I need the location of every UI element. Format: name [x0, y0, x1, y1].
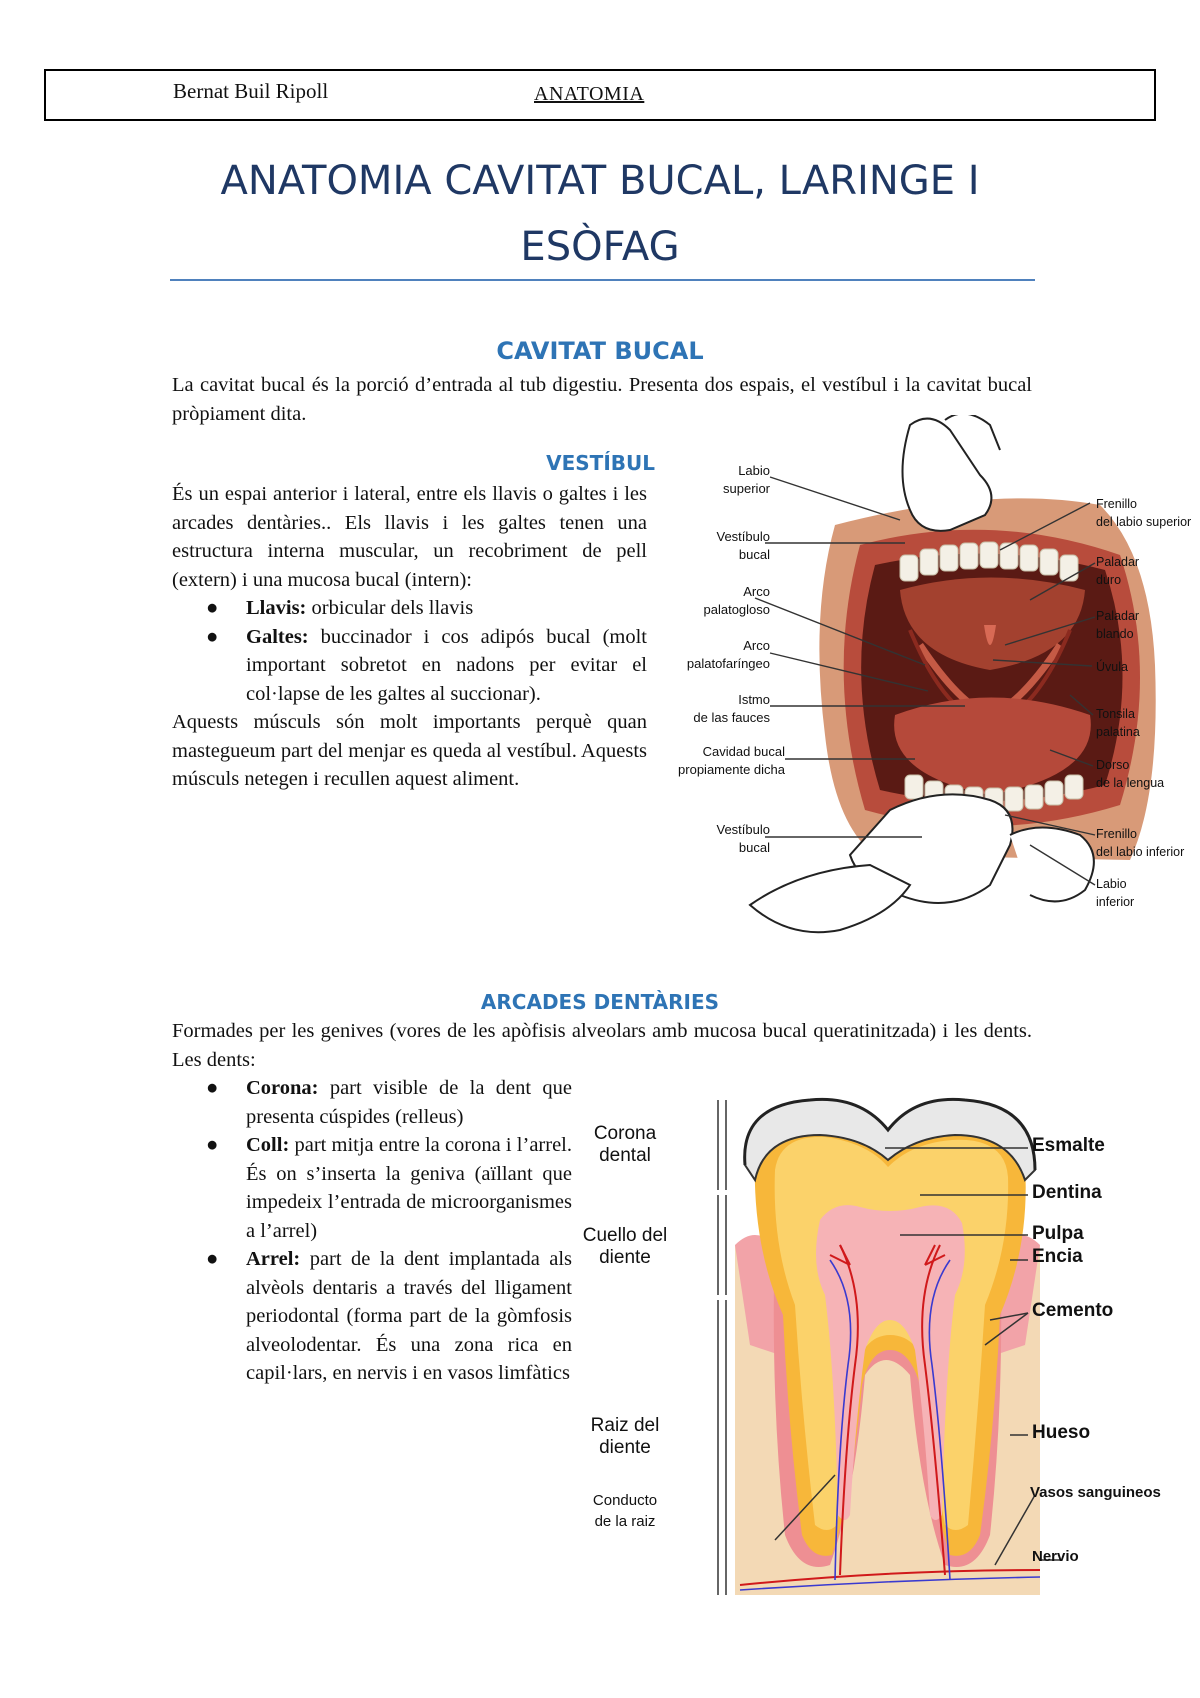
page-title	[150, 148, 1050, 280]
bullet-icon: ●	[206, 1077, 219, 1099]
label-labio-inferior: Labio inferior	[1096, 877, 1135, 909]
label-dorso-lengua: Dorso de la lengua	[1096, 758, 1165, 790]
bullet-icon: ●	[206, 1134, 219, 1156]
label-esmalte: Esmalte	[1032, 1135, 1105, 1156]
heading-vestibul: VESTÍBUL	[546, 451, 655, 475]
title-underline	[170, 279, 1035, 281]
bullet-icon: ●	[206, 1248, 219, 1270]
list-text: part mitja entre la corona i l’arrel. És on s’inserta la geniva (aïllant que impedeix l’entrada de microorganismes a l’arrel)	[246, 1134, 572, 1242]
author-name: Bernat Buil Ripoll	[173, 79, 329, 103]
label-nervio: Nervio	[1032, 1548, 1079, 1565]
mouth-anatomy-figure	[660, 415, 1200, 965]
title-line-2: ESÒFAG	[520, 224, 680, 270]
list-term: Arrel:	[246, 1248, 301, 1270]
label-istmo-fauces: Istmo de las fauces	[693, 692, 770, 725]
label-hueso: Hueso	[1032, 1422, 1091, 1443]
label-cavidad-bucal: Cavidad bucal propiamente dicha	[678, 744, 785, 777]
list-text: part visible de la dent que presenta cúspides (relleus)	[246, 1077, 572, 1128]
bullet-icon: ●	[206, 597, 219, 619]
label-frenillo-superior: Frenillo del labio superior	[1096, 497, 1192, 529]
arcades-list-block	[172, 1074, 572, 1388]
heading-cavitat-bucal: CAVITAT BUCAL	[496, 337, 704, 365]
label-labio-superior: Labio superior	[723, 463, 770, 496]
upper-finger	[903, 419, 992, 531]
list-item	[172, 1131, 572, 1245]
list-item	[172, 623, 647, 709]
arcades-intro: Formades per les genives (vores de les apòfisis alveolars amb mucosa bucal queratinitzada) i les dents. Les dents:	[172, 1020, 1032, 1071]
tooth-illustration	[590, 1095, 1200, 1615]
label-dentina: Dentina	[1032, 1182, 1102, 1203]
label-arco-palatogloso: Arco palatogloso	[703, 584, 770, 617]
title-line-1: ANATOMIA CAVITAT BUCAL, LARINGE I	[220, 158, 980, 204]
lower-hand	[750, 865, 910, 932]
vestibul-list	[172, 594, 647, 708]
list-item	[172, 1074, 572, 1131]
list-term: Coll:	[246, 1134, 290, 1156]
label-frenillo-inferior: Frenillo del labio inferior	[1096, 827, 1185, 859]
list-text: buccinador i cos adipós bucal (molt important sobretot en nadons per evitar el col·lapse de les galtes al succionar).	[246, 625, 647, 705]
label-uvula: Úvula	[1096, 660, 1128, 674]
header-box	[44, 69, 1156, 121]
bullet-icon: ●	[206, 625, 219, 648]
label-raiz-diente: Raiz del diente	[590, 1415, 660, 1458]
label-pulpa: Pulpa	[1032, 1223, 1084, 1244]
list-term: Llavis:	[246, 597, 307, 619]
heading-arcades-dentaries: ARCADES DENTÀRIES	[480, 990, 720, 1014]
list-item	[172, 1245, 572, 1388]
label-arco-palatofaringeo: Arco palatofaríngeo	[686, 638, 770, 671]
label-corona-dental: Corona dental	[593, 1123, 657, 1166]
label-vestibulo-bucal-inferior: Vestíbulo bucal	[716, 822, 770, 855]
label-cemento: Cemento	[1032, 1300, 1114, 1321]
list-term: Galtes:	[246, 625, 309, 648]
list-text: orbicular dels llavis	[306, 597, 474, 619]
header-subject: ANATOMIA	[534, 83, 645, 105]
list-item	[172, 594, 647, 623]
cavitat-intro: La cavitat bucal és la porció d’entrada al tub digestiu. Presenta dos espais, el vestíbul i la cavitat bucal pròpiament dita.	[172, 374, 1032, 425]
arcades-list	[172, 1074, 572, 1388]
label-vasos-sanguineos: Vasos sanguineos	[1030, 1484, 1161, 1501]
vestibul-paragraph-2: Aquests músculs són molt importants perquè quan mastegueum part del menjar es queda al vestíbul. Aquests músculs netegen i recullen aquest aliment.	[172, 711, 647, 790]
vestibul-paragraph: És un espai anterior i lateral, entre els llavis o galtes i les arcades dentàries.. Els llavis i les galtes tenen una estructura interna muscular, un recobriment de pell (extern) i una mucosa bucal (intern):	[172, 483, 647, 591]
label-vestibulo-bucal: Vestíbulo bucal	[716, 529, 770, 562]
list-term: Corona:	[246, 1077, 319, 1099]
list-text: part de la dent implantada als alvèols dentaris a través del lligament periodontal (forma part de la gòmfosis alveolodentar. És una zona rica en capil·lars, en nervis i en vasos limfàtics	[246, 1248, 572, 1384]
region-brackets	[718, 1100, 726, 1595]
label-cuello-diente: Cuello del diente	[582, 1225, 668, 1268]
vestibul-text	[172, 480, 647, 794]
label-encia: Encia	[1032, 1246, 1083, 1267]
label-conducto-raiz: Conducto de la raiz	[592, 1492, 658, 1530]
label-tonsila-palatina: Tonsila palatina	[1096, 707, 1140, 739]
label-paladar-blando: Paladar blando	[1096, 609, 1140, 641]
label-paladar-duro: Paladar duro	[1096, 555, 1140, 587]
tooth-anatomy-figure	[582, 1095, 1200, 1615]
